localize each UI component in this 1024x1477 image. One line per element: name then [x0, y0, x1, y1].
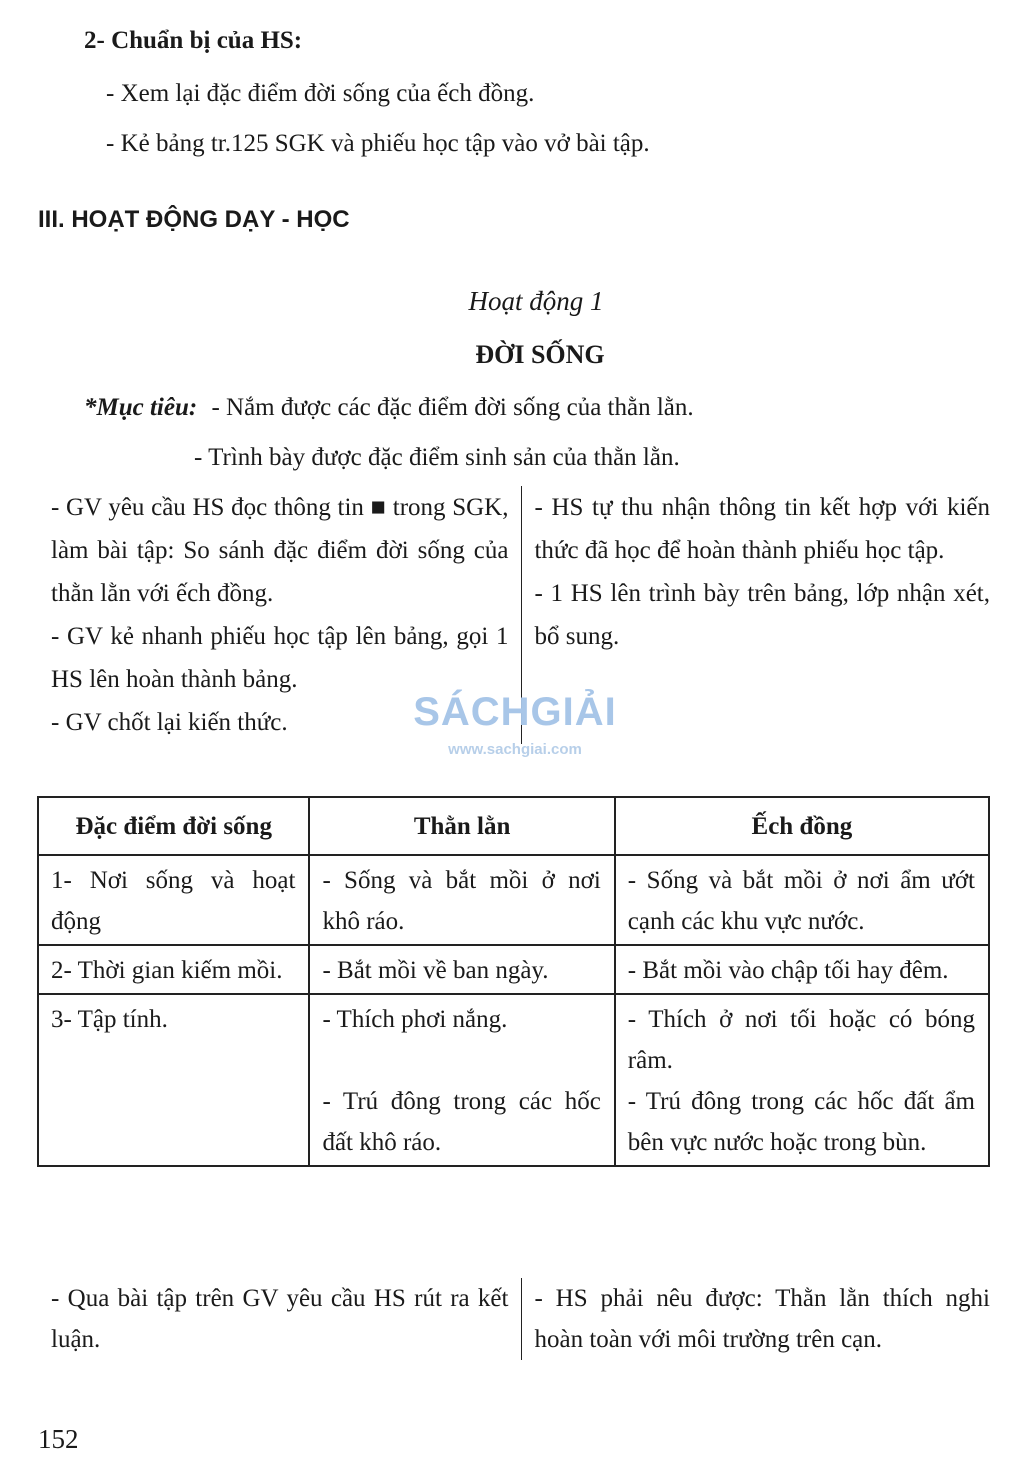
prep-item-1: - Xem lại đặc điểm đời sống của ếch đồng.: [106, 80, 535, 107]
student-column: [522, 1278, 990, 1360]
lizard-cell: [309, 945, 614, 994]
lizard-cell: [309, 994, 614, 1166]
frog-text: - Sống và bắt mồi ở nơi ẩm ướt cạnh các khu vực nước.: [627, 867, 975, 935]
objective-label: *Mục tiêu:: [84, 394, 198, 421]
objectives-line-1: [84, 393, 694, 423]
prep-heading: 2- Chuẩn bị của HS:: [84, 27, 303, 54]
lizard-text: - Thích phơi nắng.: [322, 1006, 508, 1033]
frog-text: - Bắt mồi vào chập tối hay đêm.: [627, 957, 949, 984]
teacher-column: [38, 1278, 521, 1360]
frog-cell: [615, 855, 989, 945]
lizard-text: - Sống và bắt mồi ở nơi khô ráo.: [322, 867, 601, 935]
watermark: [410, 690, 620, 758]
prep-item-2: - Kẻ bảng tr.125 SGK và phiếu học tập vào vở bài tập.: [106, 130, 650, 157]
frog-text: - Thích ở nơi tối hoặc có bóng râm.: [627, 1006, 975, 1074]
feature-cell: 3- Tập tính.: [38, 994, 309, 1166]
frog-text: - Trú đông trong các hốc đất ẩm bên vực nước hoặc trong bùn.: [627, 1088, 975, 1156]
teacher-conclusion: - Qua bài tập trên GV yêu cầu HS rút ra kết luận.: [51, 1285, 509, 1353]
student-step-2: - 1 HS lên trình bày trên bảng, lớp nhận xét, bổ sung.: [534, 580, 990, 650]
table-row: [38, 994, 989, 1166]
frog-cell: [615, 994, 989, 1166]
student-conclusion: - HS phải nêu được: Thằn lằn thích nghi hoàn toàn với môi trường trên cạn.: [534, 1285, 990, 1353]
objective-item-1: - Nắm được các đặc điểm đời sống của thằn lằn.: [211, 394, 694, 421]
header-feature: Đặc điểm đời sống: [38, 797, 309, 855]
teacher-step-2: - GV kẻ nhanh phiếu học tập lên bảng, gọi 1 HS lên hoàn thành bảng.: [51, 623, 509, 693]
feature-cell: 2- Thời gian kiếm mồi.: [38, 945, 309, 994]
student-step-1: - HS tự thu nhận thông tin kết hợp với kiến thức đã học để hoàn thành phiếu học tập.: [534, 494, 990, 564]
watermark-url: www.sachgiai.com: [448, 741, 582, 758]
teaching-block-2: [38, 1278, 990, 1360]
comparison-table: [37, 796, 990, 1167]
table-header-row: [38, 797, 989, 855]
activity-label: Hoạt động 1: [468, 286, 604, 316]
watermark-logo: SÁCHGIẢI: [413, 690, 617, 734]
header-lizard: Thằn lằn: [309, 797, 614, 855]
section-title: III. HOẠT ĐỘNG DẠY - HỌC: [38, 206, 350, 233]
frog-cell: [615, 945, 989, 994]
lizard-text: - Bắt mồi về ban ngày.: [322, 957, 549, 984]
activity-title: ĐỜI SỐNG: [475, 340, 605, 369]
feature-cell: 1- Nơi sống và hoạt động: [38, 855, 309, 945]
lizard-cell: [309, 855, 614, 945]
teacher-step-3: - GV chốt lại kiến thức.: [51, 709, 288, 736]
teacher-step-1: - GV yêu cầu HS đọc thông tin ■ trong SGK, làm bài tập: So sánh đặc điểm đời sống của thằn lằn với ếch đồng.: [51, 494, 509, 607]
table-row: [38, 945, 989, 994]
header-frog: Ếch đồng: [615, 797, 989, 855]
page-number: 152: [38, 1424, 79, 1454]
table-row: [38, 855, 989, 945]
lizard-text: - Trú đông trong các hốc đất khô ráo.: [322, 1088, 601, 1156]
objective-item-2: - Trình bày được đặc điểm sinh sản của thằn lằn.: [194, 444, 680, 471]
